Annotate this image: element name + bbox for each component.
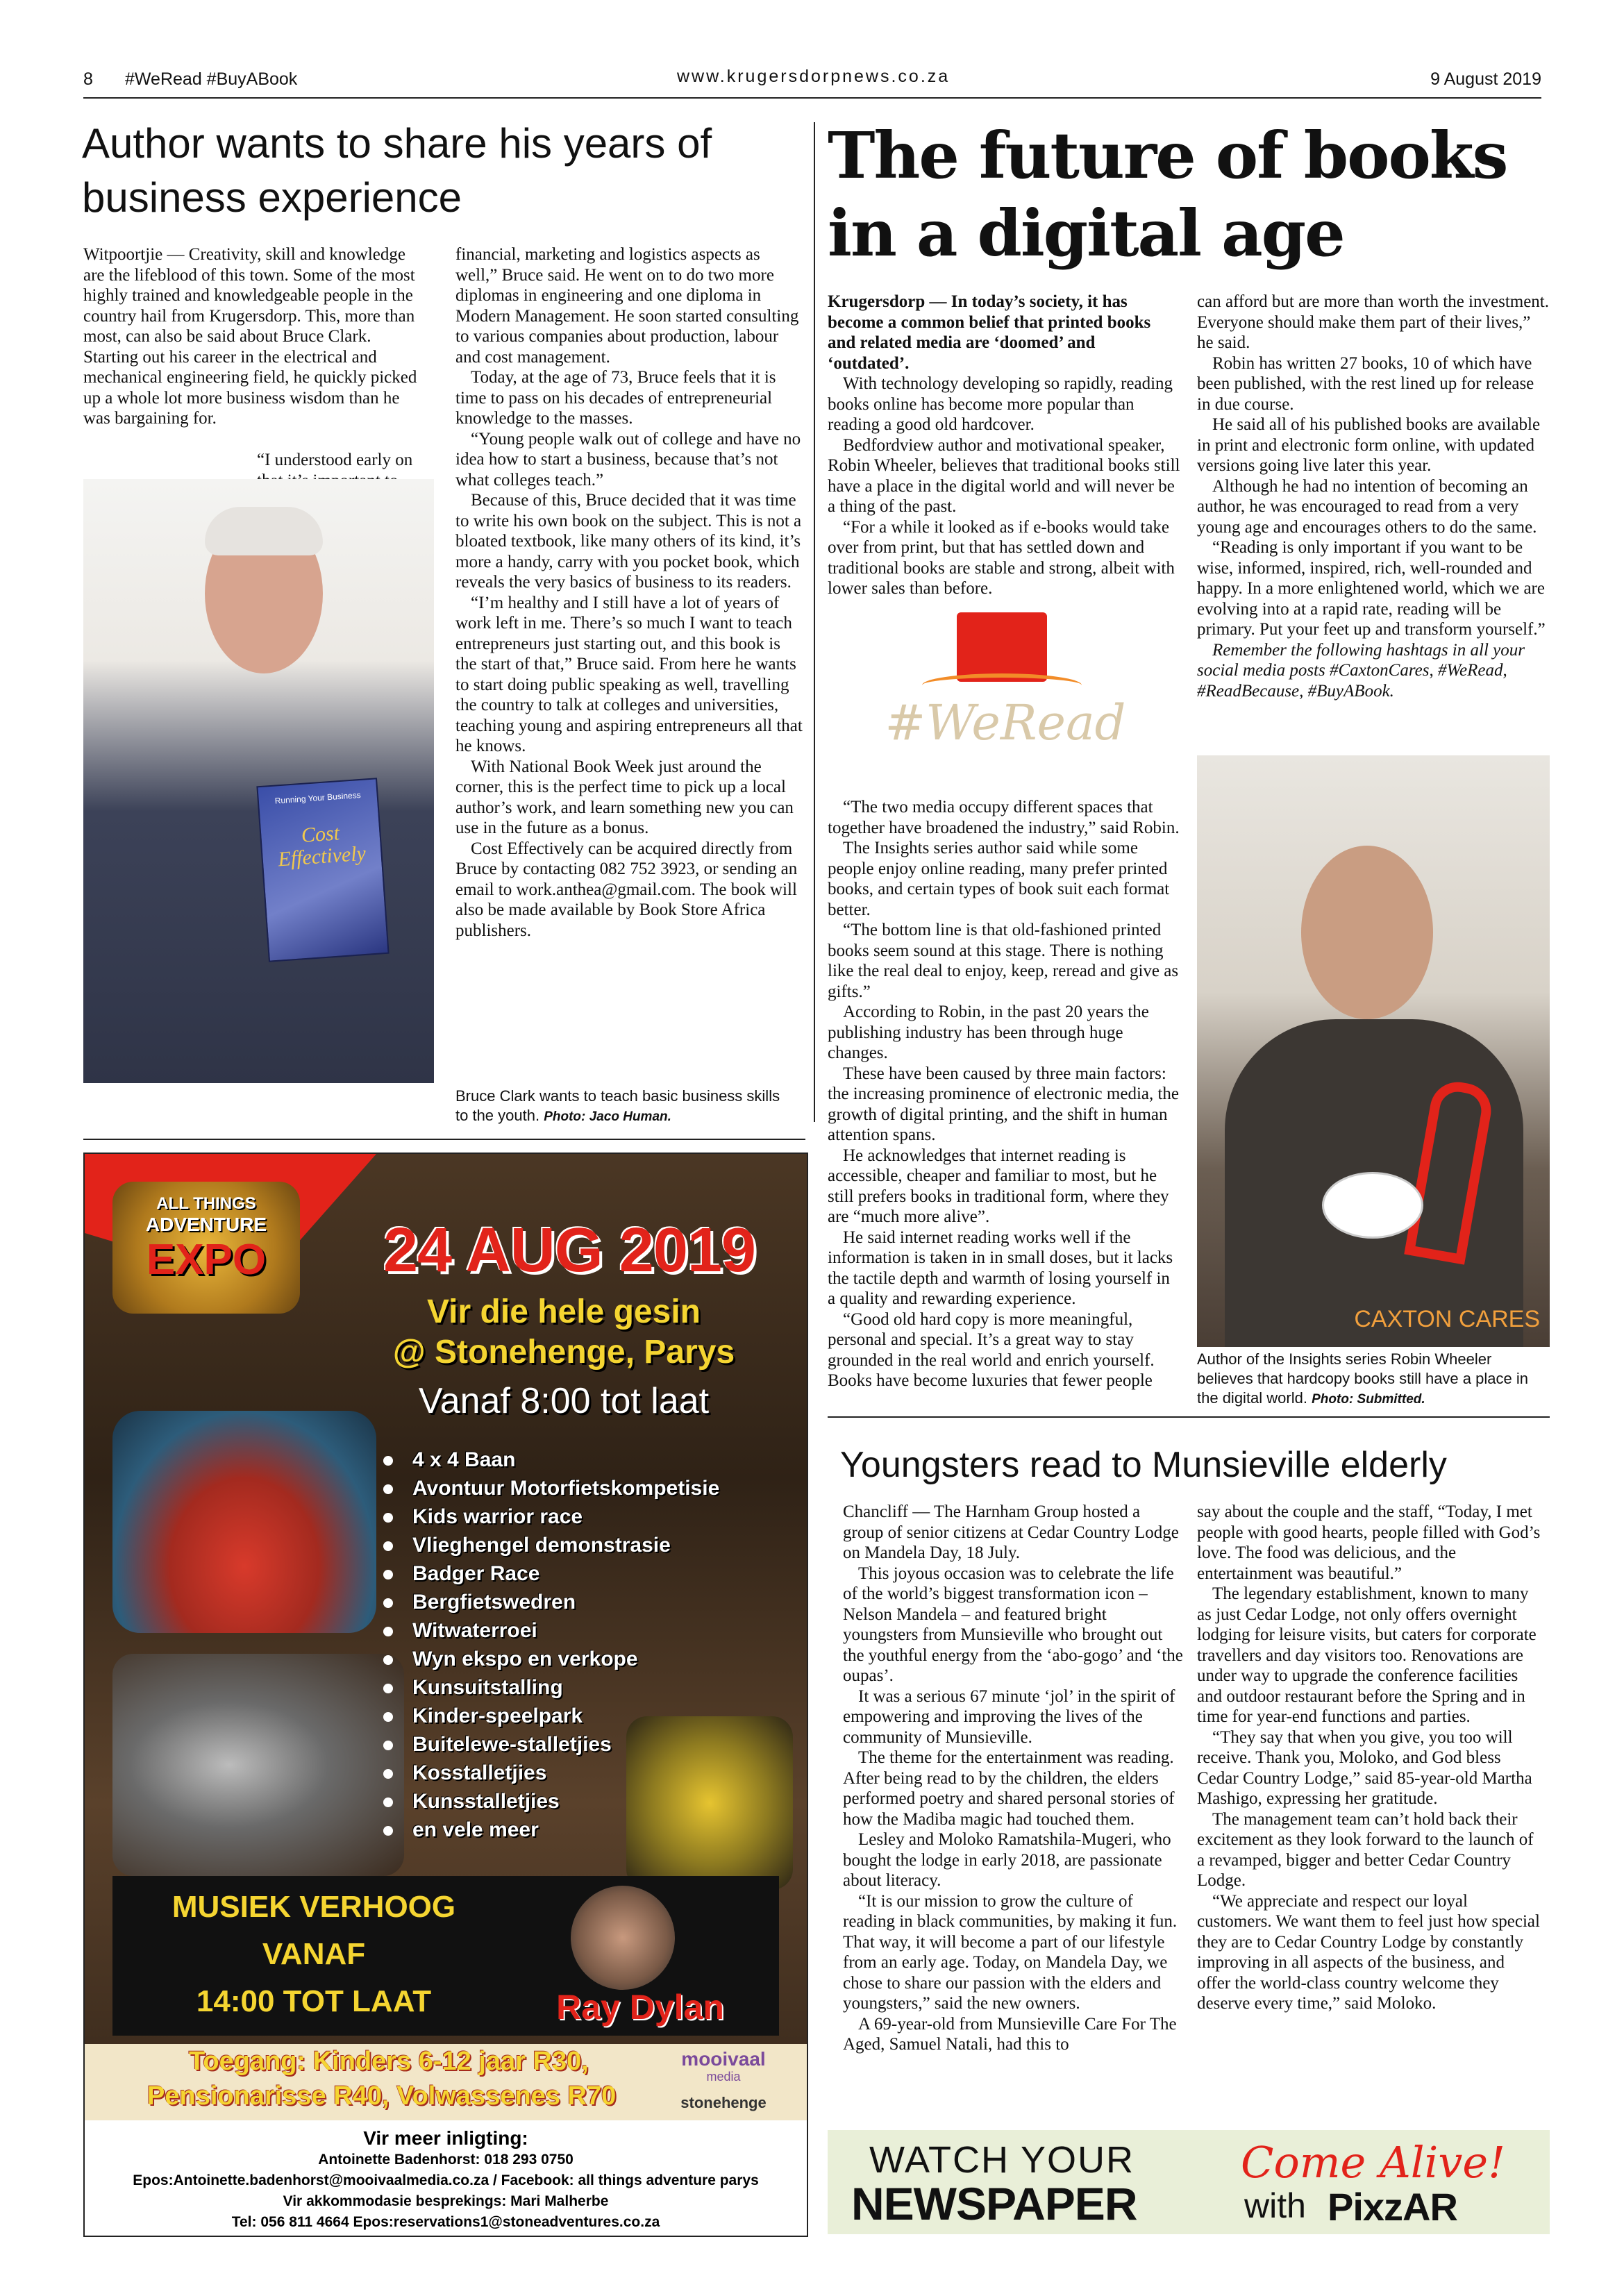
info-panel	[85, 2120, 807, 2236]
activity-item: 4 x 4 Baan	[383, 1446, 786, 1474]
info-title: Vir meer inligting:	[363, 2127, 528, 2149]
article1-col2	[455, 244, 804, 941]
entry-panel	[85, 2044, 807, 2120]
banner-with: with	[1244, 2186, 1306, 2225]
article2-col2-p3: He said all of his published books are available in print and electronic form online, with updated versions going live later this year.	[1197, 415, 1541, 475]
article1-col1-p2: “I understood early on	[257, 451, 413, 469]
activity-item: Witwaterroei	[383, 1616, 786, 1645]
book-cover	[256, 778, 389, 962]
expo-badge	[112, 1182, 300, 1314]
ray-dylan-photo	[571, 1886, 675, 1990]
article3-col1	[843, 1502, 1183, 2055]
banner-brand: PixzAR	[1328, 2185, 1457, 2229]
activity-item: Kosstalletjies	[383, 1759, 786, 1787]
article3-col1-p3: It was a serious 67 minute ‘jol’ in the spirit of empowering and improving the lives of the community of Munsieville.	[843, 1686, 1175, 1747]
activity-item: Bergfietswedren	[383, 1588, 786, 1616]
article3-top-rule	[828, 1416, 1550, 1418]
article2-col1b-p5: These have been caused by three main factors: the increasing prominence of electronic media, the growth of digital printing, and the shift in human attention spans.	[828, 1064, 1180, 1144]
caxton-cares-text: CAXTON CARES	[1354, 1306, 1540, 1332]
article2-col1-p4: “For a while it looked as if e-books would take over from print, but that has settled down and traditional books are stable and strong, albeit with lower sales than before.	[828, 517, 1175, 598]
badge-line2: ADVENTURE	[145, 1214, 267, 1235]
bruce-clark-photo	[83, 479, 434, 1083]
mooivaal-logo[interactable]	[661, 2048, 786, 2083]
activity-item: Avontuur Motorfietskompetisie	[383, 1474, 786, 1502]
article1-col2-p5: “I’m healthy and I still have a lot of years of work left in me. There’s so much I want to teach entrepreneurs just starting out, and this book is the start of that,” Bruce said. From here he wants to start doing public speaking as well, travelling the country to talk at colleges and universities, teaching young and aspiring entrepreneurs all that he knows.	[455, 593, 803, 755]
article2-col2-p1: can afford but are more than worth the investment. Everyone should make them part of their lives,” he said.	[1197, 292, 1550, 352]
artist-name: Ray Dylan	[556, 1988, 724, 2027]
activity-item: Kinder-speelpark	[383, 1702, 786, 1730]
article1-col2-p6: With National Book Week just around the corner, this is the perfect time to pick up a local author’s work, and learn something new you can use in the future as a bonus.	[455, 757, 794, 837]
motocross-image	[112, 1654, 404, 1876]
article2-caption-text: Author of the Insights series Robin Wheeler believes that hardcopy books still have a place in the digital world.	[1197, 1350, 1528, 1407]
activity-item: Buitelewe-stalletjies	[383, 1730, 786, 1759]
banner-watch: WATCH YOUR	[869, 2139, 1135, 2181]
article3-col2-p1: say about the couple and the staff, “Today, I met people with good hearts, people filled with God’s love. The food was delicious, and the entertainment was beautiful.”	[1197, 1502, 1541, 1583]
article2-col1-p3: Bedfordview author and motivational speaker, Robin Wheeler, believes that traditional books still have a place in the digital world and will never be a thing of the past.	[828, 435, 1180, 516]
article2-caption	[1197, 1350, 1544, 1409]
article2-col1-p1: Krugersdorp — In today’s society, it has become a common belief that printed books and related media are ‘doomed’ and ‘outdated’.	[828, 292, 1151, 373]
article2-col1b-p4: According to Robin, in the past 20 years the publishing industry has been through huge changes.	[828, 1003, 1149, 1062]
article1-col1-p1: Witpoortjie — Creativity, skill and knowledge are the lifeblood of this town. Some of the most highly trained and knowledgeable people in the country hail from Krugersdorp. This, more than most, can also be said about Bruce Clark. Starting out his career in the electrical and mechanical engineering field, he quickly picked up a whole lot more business wisdom than he was bargaining for.	[83, 245, 417, 428]
page-header	[83, 67, 1541, 94]
bruce-hair	[205, 507, 323, 555]
article2-credit: Photo: Submitted.	[1312, 1392, 1425, 1407]
article2-col2	[1197, 292, 1550, 701]
issue-date: 9 August 2019	[1430, 69, 1541, 89]
activity-item: Kunsstalletjies	[383, 1787, 786, 1816]
advert-line2: @ Stonehenge, Parys	[392, 1334, 735, 1371]
article1-col2-p4: Because of this, Bruce decided that it was time to write his own book on the subject. This is not a bloated textbook, like many others of its kind, it’s more a handy, carry with you pocket book, which reveals the very basics of business to its readers.	[455, 491, 802, 592]
article2-col2-p4: Although he had no intention of becoming an author, he was encouraged to read from a very young age and encourages others to do the same.	[1197, 476, 1537, 537]
article1-col2-p2: Today, at the age of 73, Bruce feels that it is time to pass on his decades of entrepreneurial knowledge to the masses.	[455, 368, 776, 428]
article1-col1	[83, 244, 429, 429]
weread-logo-text: #WeRead	[885, 694, 1126, 751]
badge-line1: ALL THINGS	[156, 1194, 256, 1213]
entry-line2: Pensionarisse R40, Volwassenes R70	[147, 2081, 617, 2111]
article3-col1-p6: “It is our mission to grow the culture of reading in black communities, by making it fun. That way, it will become a part of our lifestyle from an early age. Today, on Mandela Day, we chose to share our passion with the elders and youngsters,” said the new owners.	[843, 1891, 1178, 2013]
article1-col2-p7: Cost Effectively can be acquired directly from Bruce by contacting 082 752 3923, or sending an email to work.anthea@gmail.com. The book will also be made available by Book Store Africa publishers.	[455, 839, 798, 940]
info-line2[interactable]: Epos:Antoinette.badenhorst@mooivaalmedia.co.za / Facebook: all things adventure parys	[133, 2172, 759, 2188]
rafting-image	[112, 1411, 376, 1633]
activity-list	[383, 1446, 786, 1844]
article2-col2-p5: “Reading is only important if you want to be wise, informed, inspired, rich, well-rounded and happy. In a more enlightened world, which we are evolving into at a rapid rate, reading will be primary. Put your feet up and transform yourself.”	[1197, 538, 1546, 639]
robin-wheeler-photo	[1197, 755, 1550, 1347]
article1-credit: Photo: Jaco Human.	[544, 1109, 671, 1124]
article1-headline: Author wants to share his years of business experience	[82, 120, 712, 221]
book-subtitle: Running Your Business	[274, 789, 362, 806]
entry-line1: Toegang: Kinders 6-12 jaar R30,	[189, 2047, 589, 2076]
article2-col1b-p8: “Good old hard copy is more meaningful, personal and special. It’s a great way to stay grounded in the real world and enrich yourself. Books have become luxuries that fewer people	[828, 1309, 1155, 1390]
info-line1: Antoinette Badenhorst: 018 293 0750	[318, 2152, 574, 2168]
article2-col1b-p7: He said internet reading works well if the information is taken in in small doses, but it lacks the tactile depth and warmth of losing yourself in a quality and rewarding experience.	[828, 1227, 1173, 1308]
article1-col2-p1: financial, marketing and logistics aspects as well,” Bruce said. He went on to do two more diplomas in engineering and one diploma in Modern Management. He soon started consulting to various companies about production, labour and cost management.	[455, 245, 799, 367]
pixzar-banner[interactable]	[828, 2130, 1550, 2234]
article2-col1	[828, 292, 1180, 599]
advert-date: 24 AUG 2019	[383, 1216, 755, 1285]
article3-col2-p4: The management team can’t hold back their excitement as they look forward to the launch of a revamped, bigger and better Cedar Country Lodge.	[1197, 1809, 1534, 1890]
music-stage-panel	[112, 1876, 779, 2036]
book-title: Cost Effectively	[277, 821, 367, 871]
banner-come-alive: Come Alive!	[1241, 2137, 1506, 2188]
article3-col2-p2: The legendary establishment, known to many as just Cedar Lodge, not only offers overnight lodging for leisure visits, but caters for corporate travellers and day visitors too. Renovations are under way to upgrade the conference facilities and outdoor restaurant before the Spring and in time for year-end functions and parties.	[1197, 1584, 1537, 1726]
article2-col1b-p2: The Insights series author said while some people enjoy online reading, many prefer printed books, and certain types of book suit each format better.	[828, 839, 1170, 919]
article3-col1-p2: This joyous occasion was to celebrate the life of the world’s biggest transformation icon – Nelson Mandela – and featured bright youngsters from Munsieville who brought out the youthful energy from the ‘abo-gogo’ and ‘the oupas’.	[843, 1564, 1183, 1685]
robin-face	[1301, 846, 1433, 1019]
article1-caption-text: Bruce Clark wants to teach basic business skills to the youth.	[455, 1087, 780, 1124]
weread-logo-book	[922, 673, 1082, 697]
article2-col1b-p1: “The two media occupy different spaces that together have broadened the industry,” said Robin.	[828, 798, 1180, 837]
advert-line1: Vir die hele gesin	[427, 1293, 701, 1330]
article3-col2	[1197, 1502, 1541, 2014]
article3-col1-p4: The theme for the entertainment was reading. After being read to by the children, the elders performed poetry and shared personal stories of how the Madiba magic had touched them.	[843, 1748, 1175, 1829]
mooivaal-sub: media	[706, 2070, 741, 2084]
column-divider	[814, 122, 815, 1122]
article3-col1-p7: A 69-year-old from Munsieville Care For The Aged, Samuel Natali, had this to	[843, 2014, 1177, 2054]
activity-item: Vlieghengel demonstrasie	[383, 1531, 786, 1559]
article2-col2-p2: Robin has written 27 books, 10 of which have been published, with the rest lined up for release in due course.	[1197, 353, 1534, 414]
article3-col2-p5: “We appreciate and respect our loyal customers. We want them to feel just how special they are to Cedar Country Lodge by constantly improving in all aspects of the business, and offer the world-class country welcome they deserve every time,” said Moloko.	[1197, 1891, 1540, 2013]
header-tags: #WeRead #BuyABook	[125, 69, 298, 89]
weread-logo	[860, 604, 1151, 764]
music-line1: MUSIEK VERHOOG	[171, 1890, 456, 1924]
activity-item: en vele meer	[383, 1816, 786, 1844]
article2-col1b-p6: He acknowledges that internet reading is accessible, cheaper and familiar to most, but he still prefers books in traditional form, where they are “much more alive”.	[828, 1146, 1169, 1226]
banner-newspaper: NEWSPAPER	[851, 2178, 1137, 2229]
article2-col1b-p3: “The bottom line is that old-fashioned printed books seem sound at this stage. There is nothing like the real deal to enjoy, keep, reread and give as gifts.”	[828, 921, 1179, 1001]
music-line3: 14:00 TOT LAAT	[196, 1984, 432, 2018]
article3-col2-p3: “They say that when you give, you too will receive. Thank you, Moloko, and God bless Cedar Country Lodge,” said 85-year-old Martha Mashigo, expressing her gratitude.	[1197, 1727, 1532, 1808]
article1-caption	[455, 1087, 789, 1127]
page-number: 8	[83, 69, 93, 89]
weread-logo-mark	[957, 612, 1047, 682]
article3-col1-p1: Chancliff — The Harnham Group hosted a group of senior citizens at Cedar Country Lodge on Mandela Day, 18 July.	[843, 1502, 1179, 1562]
article1-col2-p3: “Young people walk out of college and have no idea how to start a business, because that’s not what colleges teach.”	[455, 429, 801, 489]
info-line4[interactable]: Tel: 056 811 4664 Epos:reservations1@stoneadventures.co.za	[231, 2214, 660, 2230]
coffee-cup	[1322, 1172, 1423, 1239]
advert-line3: Vanaf 8:00 tot laat	[418, 1381, 710, 1421]
activity-item: Wyn ekspo en verkope	[383, 1645, 786, 1673]
article2-headline: The future of books in a digital age	[828, 118, 1507, 271]
article2-col2-p6: Remember the following hashtags in all your social media posts #CaxtonCares, #WeRead, #ReadBecause, #BuyABook.	[1197, 640, 1525, 701]
stonehenge-logo[interactable]: stonehenge	[680, 2094, 767, 2111]
activity-item: Kunsuitstalling	[383, 1673, 786, 1702]
header-rule	[83, 97, 1541, 99]
article1-bottom-rule	[83, 1139, 805, 1140]
adventure-expo-advert[interactable]	[83, 1153, 808, 2237]
article3-headline: Youngsters read to Munsieville elderly	[840, 1445, 1447, 1485]
mooivaal-name: mooivaal	[681, 2048, 766, 2070]
badge-line3: EXPO	[146, 1236, 267, 1284]
activity-item: Badger Race	[383, 1559, 786, 1588]
article2-col1-p2: With technology developing so rapidly, reading books online has become more popular than reading a good old hardcover.	[828, 374, 1173, 434]
activity-item: Kids warrior race	[383, 1502, 786, 1531]
website[interactable]: www.krugersdorpnews.co.za	[677, 67, 951, 86]
article3-col1-p5: Lesley and Moloko Ramatshila-Mugeri, who bought the lodge in early 2018, are passionate about literacy.	[843, 1830, 1171, 1890]
music-line2: VANAF	[262, 1937, 366, 1971]
article2-col1b	[828, 797, 1180, 1391]
info-line3: Vir akkommodasie besprekings: Mari Malherbe	[283, 2193, 609, 2209]
